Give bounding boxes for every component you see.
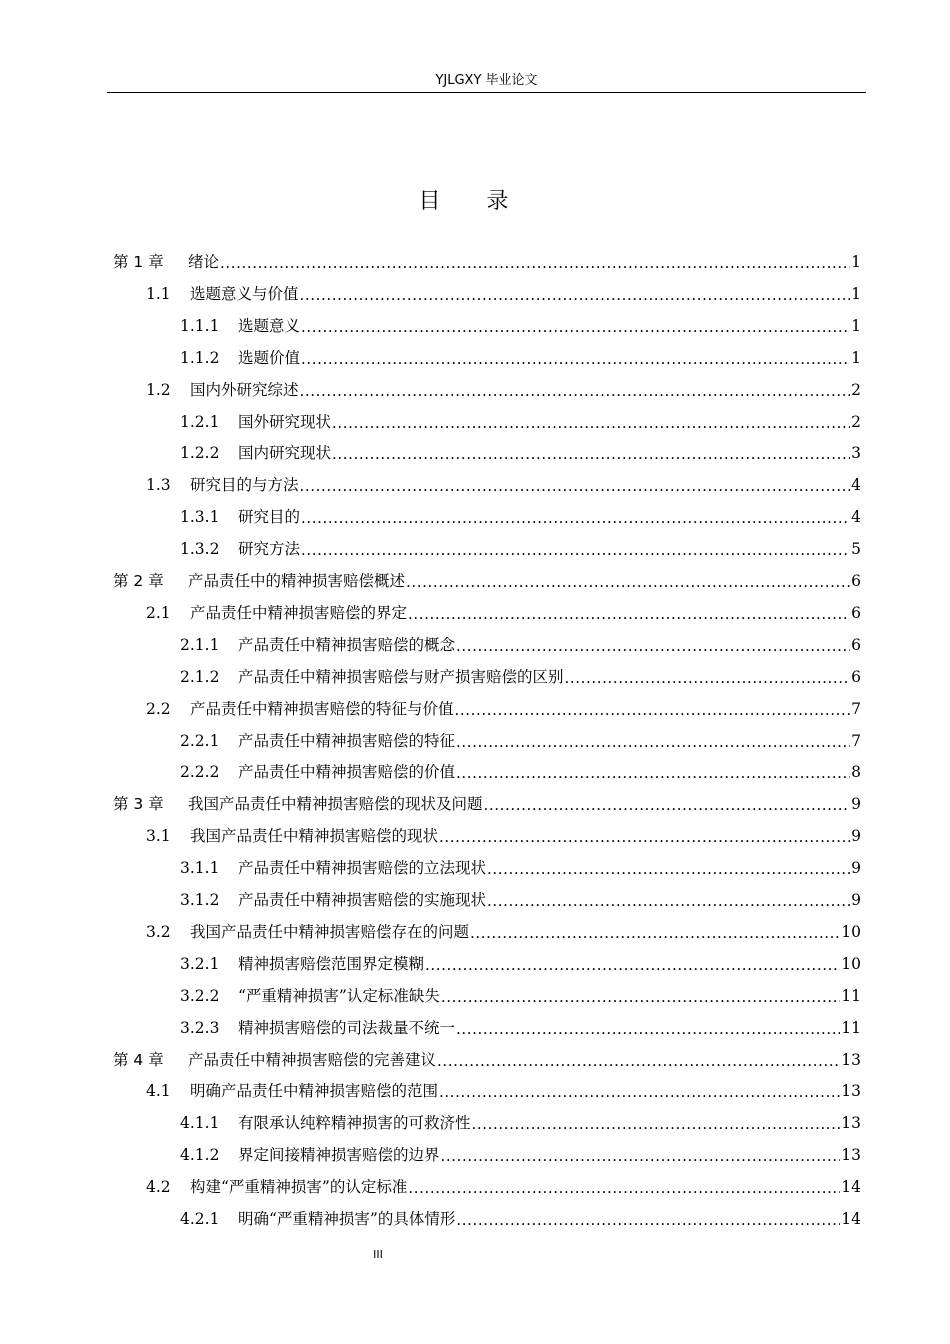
- toc-entry-level1[interactable]: [113, 565, 861, 597]
- toc-dot-leader: [439, 820, 850, 852]
- toc-entry-number: 1.2.1: [180, 412, 220, 431]
- toc-entry-title: 选题意义与价值: [190, 284, 299, 303]
- toc-title: 目录: [418, 189, 555, 214]
- toc-entry-number: 1.3.1: [180, 508, 220, 527]
- toc-entry-page: 14: [841, 1210, 861, 1228]
- toc-entry-page: 2: [851, 412, 861, 431]
- toc-entry-number: 4.2: [146, 1178, 171, 1197]
- toc-entry-title: 有限承认纯粹精神损害的可救济性: [238, 1114, 471, 1133]
- toc-entry-page: 6: [851, 572, 861, 590]
- toc-entry-title: 产品责任中精神损害赔偿的完善建议: [188, 1050, 437, 1069]
- toc-entry-level2[interactable]: [146, 597, 861, 629]
- toc-dot-leader: [470, 916, 840, 948]
- toc-entry-page: 4: [851, 476, 861, 495]
- toc-entry-level3[interactable]: [180, 1107, 861, 1139]
- toc-entry-number: 4.1: [146, 1082, 171, 1101]
- toc-entry-title: 我国产品责任中精神损害赔偿存在的问题: [190, 922, 470, 941]
- toc-entry-level2[interactable]: [146, 693, 861, 725]
- toc-entry-title: 明确产品责任中精神损害赔偿的范围: [190, 1082, 439, 1101]
- toc-entry-title: 产品责任中精神损害赔偿与财产损害赔偿的区别: [238, 667, 564, 686]
- toc-entry-page: 14: [841, 1178, 861, 1197]
- toc-entry-level2[interactable]: [146, 278, 861, 310]
- toc-dot-leader: [300, 374, 851, 406]
- toc-entry-title: 精神损害赔偿的司法裁量不统一: [238, 1018, 456, 1037]
- toc-entry-title: 选题价值: [238, 348, 301, 367]
- toc-entry-level3[interactable]: [180, 980, 861, 1012]
- toc-entry-level1[interactable]: [113, 788, 861, 820]
- toc-entry-page: 13: [841, 1114, 861, 1133]
- toc-entry-title: 国外研究现状: [238, 412, 332, 431]
- toc-entry-title: 产品责任中精神损害赔偿的立法现状: [238, 859, 487, 878]
- toc-entry-title: 研究方法: [238, 540, 301, 559]
- toc-entry-title: 构建“严重精神损害”的认定标准: [190, 1178, 408, 1197]
- toc-dot-leader: [441, 980, 840, 1012]
- toc-dot-leader: [301, 501, 850, 533]
- toc-entry-page: 6: [851, 667, 861, 686]
- toc-dot-leader: [437, 1044, 840, 1076]
- toc-dot-leader: [456, 725, 850, 757]
- toc-entry-title: 精神损害赔偿范围界定模糊: [238, 954, 425, 973]
- toc-entry-number: 3.1: [146, 827, 171, 846]
- toc-entry-number: 3.1.2: [180, 891, 220, 909]
- toc-dot-leader: [408, 1171, 840, 1203]
- toc-entry-level1[interactable]: [113, 246, 861, 278]
- toc-entry-level3[interactable]: [180, 629, 861, 661]
- toc-entry-title: 研究目的与方法: [190, 476, 299, 495]
- toc-entry-title: 产品责任中精神损害赔偿的概念: [238, 635, 456, 654]
- toc-dot-leader: [484, 788, 851, 820]
- toc-entry-page: 7: [851, 731, 861, 750]
- toc-entry-title: 国内外研究综述: [190, 380, 299, 399]
- toc-entry-level3[interactable]: [180, 342, 861, 374]
- toc-entry-page: 3: [851, 444, 861, 463]
- toc-dot-leader: [220, 246, 850, 278]
- toc-entry-page: 9: [851, 891, 861, 909]
- toc-entry-level3[interactable]: [180, 756, 861, 788]
- toc-entry-page: 8: [851, 763, 861, 782]
- toc-entry-number: 3.2.2: [180, 986, 220, 1005]
- toc-dot-leader: [332, 406, 850, 438]
- toc-entry-title: “严重精神损害”认定标准缺失: [238, 986, 440, 1005]
- toc-entry-title: 绪论: [188, 253, 220, 271]
- toc-entry-number: 2.2.2: [180, 763, 220, 782]
- toc-dot-leader: [456, 1012, 840, 1044]
- toc-entry-number: 3.1.1: [180, 859, 220, 878]
- toc-dot-leader: [472, 1107, 841, 1139]
- toc-entry-level1[interactable]: [113, 1044, 861, 1076]
- toc-entry-number: 1.2.2: [180, 444, 220, 463]
- toc-entry-title: 明确“严重精神损害”的具体情形: [238, 1210, 456, 1228]
- toc-entry-page: 13: [841, 1050, 861, 1069]
- toc-entry-number: 1.1.2: [180, 348, 220, 367]
- toc-entry-number: 2.2: [146, 699, 171, 718]
- toc-entry-number: 1.2: [146, 380, 171, 399]
- toc-entry-level2[interactable]: [146, 469, 861, 501]
- toc-entry-title: 界定间接精神损害赔偿的边界: [238, 1146, 440, 1165]
- toc-entry-page: 13: [841, 1082, 861, 1101]
- toc-entry-number: 2.2.1: [180, 731, 220, 750]
- toc-entry-level3[interactable]: [180, 501, 861, 533]
- toc-entry-number: 1.3.2: [180, 540, 220, 559]
- toc-entry-level3[interactable]: [180, 948, 861, 980]
- toc-entry-page: 11: [841, 986, 861, 1005]
- toc-entry-level2[interactable]: [146, 1171, 861, 1203]
- toc-entry-title: 产品责任中精神损害赔偿的价值: [238, 763, 456, 782]
- toc-entry-level2[interactable]: [146, 374, 861, 406]
- toc-entry-number: 第 3 章: [113, 795, 164, 814]
- toc-entry-level3[interactable]: [180, 310, 861, 342]
- toc-dot-leader: [408, 597, 850, 629]
- toc-entry-page: 11: [841, 1018, 861, 1037]
- toc-dot-leader: [456, 629, 850, 661]
- toc-dot-leader: [455, 693, 851, 725]
- toc-entry-number: 1.1.1: [180, 316, 220, 335]
- toc-entry-level2[interactable]: [146, 1075, 861, 1107]
- toc-entry-title: 产品责任中的精神损害赔偿概述: [188, 572, 406, 590]
- toc-entry-page: 1: [851, 348, 861, 367]
- toc-entry-level2[interactable]: [146, 820, 861, 852]
- toc-entry-number: 2.1.2: [180, 667, 220, 686]
- toc-dot-leader: [301, 342, 850, 374]
- toc-entry-number: 第 2 章: [113, 572, 164, 590]
- toc-entry-level3[interactable]: [180, 1139, 861, 1171]
- toc-dot-leader: [300, 469, 851, 501]
- toc-dot-leader: [456, 1203, 840, 1235]
- toc-entry-level3[interactable]: [180, 661, 861, 693]
- toc-entry-title: 产品责任中精神损害赔偿的界定: [190, 603, 408, 622]
- header-rule: [107, 92, 866, 93]
- toc-dot-leader: [456, 756, 850, 788]
- page-number: III: [373, 1248, 383, 1261]
- toc-entry-page: 5: [851, 540, 861, 559]
- toc-entry-level3[interactable]: [180, 533, 861, 565]
- toc-entry-page: 1: [851, 316, 861, 335]
- toc-entry-page: 2: [851, 380, 861, 399]
- toc-entry-level3[interactable]: [180, 1203, 861, 1235]
- toc-entry-title: 国内研究现状: [238, 444, 332, 463]
- toc-entry-page: 7: [851, 699, 861, 718]
- toc-entry-page: 10: [841, 922, 861, 941]
- toc-entry-level3[interactable]: [180, 406, 861, 438]
- toc-entry-level3[interactable]: [180, 852, 861, 884]
- toc-entry-page: 10: [841, 954, 861, 973]
- toc-entry-number: 3.2: [146, 922, 171, 941]
- toc-entry-level3[interactable]: [180, 437, 861, 469]
- toc-dot-leader: [487, 884, 850, 916]
- toc-dot-leader: [406, 565, 850, 597]
- toc-entry-title: 选题意义: [238, 316, 301, 335]
- toc-entry-level3[interactable]: [180, 884, 861, 916]
- toc-dot-leader: [565, 661, 851, 693]
- toc-entry-number: 4.2.1: [180, 1210, 220, 1228]
- toc-entry-title: 产品责任中精神损害赔偿的特征: [238, 731, 456, 750]
- toc-entry-level3[interactable]: [180, 1012, 861, 1044]
- toc-entry-page: 1: [851, 284, 861, 303]
- toc-entry-number: 1.3: [146, 476, 171, 495]
- toc-entry-page: 13: [841, 1146, 861, 1165]
- toc-entry-page: 6: [851, 635, 861, 654]
- toc-entry-page: 6: [851, 603, 861, 622]
- toc-entry-level3[interactable]: [180, 725, 861, 757]
- toc-entry-page: 4: [851, 508, 861, 527]
- toc-entry-page: 9: [851, 795, 861, 814]
- toc-entry-level2[interactable]: [146, 916, 861, 948]
- toc-entry-title: 产品责任中精神损害赔偿的实施现状: [238, 891, 487, 909]
- toc-dot-leader: [425, 948, 840, 980]
- toc-entry-page: 9: [851, 827, 861, 846]
- toc-entry-page: 1: [851, 253, 861, 271]
- toc-dot-leader: [300, 278, 851, 310]
- toc-entry-number: 4.1.2: [180, 1146, 220, 1165]
- toc-entry-title: 我国产品责任中精神损害赔偿的现状: [190, 827, 439, 846]
- running-header: YJLGXY 毕业论文: [435, 73, 538, 88]
- toc-entry-number: 3.2.1: [180, 954, 220, 973]
- toc-entry-number: 第 4 章: [113, 1050, 164, 1069]
- toc-dot-leader: [332, 437, 850, 469]
- toc-entry-number: 4.1.1: [180, 1114, 220, 1133]
- toc-entry-number: 2.1.1: [180, 635, 220, 654]
- toc-entry-number: 2.1: [146, 603, 171, 622]
- toc-dot-leader: [301, 310, 850, 342]
- toc-entry-number: 第 1 章: [113, 253, 164, 271]
- toc-dot-leader: [301, 533, 850, 565]
- toc-entry-number: 1.1: [146, 284, 171, 303]
- toc-entry-title: 我国产品责任中精神损害赔偿的现状及问题: [188, 795, 483, 814]
- toc-entry-title: 产品责任中精神损害赔偿的特征与价值: [190, 699, 454, 718]
- toc-entry-number: 3.2.3: [180, 1018, 220, 1037]
- toc-entry-title: 研究目的: [238, 508, 301, 527]
- toc-dot-leader: [439, 1075, 840, 1107]
- toc-entry-page: 9: [851, 859, 861, 878]
- toc-dot-leader: [487, 852, 850, 884]
- toc-dot-leader: [441, 1139, 841, 1171]
